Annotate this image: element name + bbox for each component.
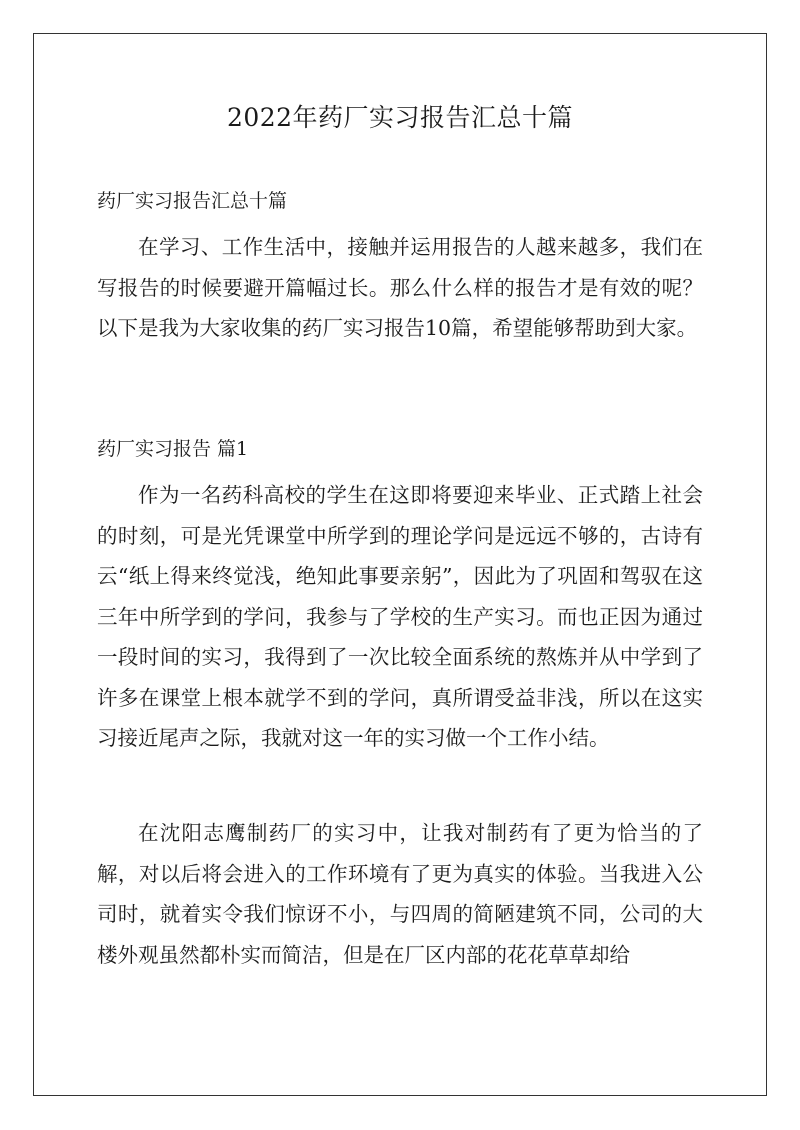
section-heading-intro: 药厂实习报告汇总十篇	[97, 190, 288, 212]
report-1-paragraph-2: 在沈阳志鹰制药厂的实习中，让我对制药有了更为恰当的了解，对以后将会进入的工作环境有了更为真实的体验。当我进入公司时，就着实令我们惊讶不小，与四周的简陋建筑不同，公司的大楼外观虽然都朴实而简洁，但是在厂区内部的花花草草却给	[97, 821, 703, 967]
document-title: 2022年药厂实习报告汇总十篇	[226, 103, 574, 132]
intro-paragraph: 在学习、工作生活中，接触并运用报告的人越来越多，我们在写报告的时候要避开篇幅过长。那么什么样的报告才是有效的呢？以下是我为大家收集的药厂实习报告10篇，希望能够帮助到大家。	[97, 235, 703, 340]
section-heading-report-1: 药厂实习报告 篇1	[97, 438, 249, 460]
report-1-paragraph-1: 作为一名药科高校的学生在这即将要迎来毕业、正式踏上社会的时刻，可是光凭课堂中所学到的理论学问是远远不够的，古诗有云“纸上得来终觉浅，绝知此事要亲躬”，因此为了巩固和驾驭在这三年中所学到的学问，我参与了学校的生产实习。而也正因为通过一段时间的实习，我得到了一次比较全面系统的熬炼并从中学到了许多在课堂上根本就学不到的学问，真所谓受益非浅，所以在这实习接近尾声之际，我就对这一年的实习做一个工作小结。	[97, 483, 703, 750]
